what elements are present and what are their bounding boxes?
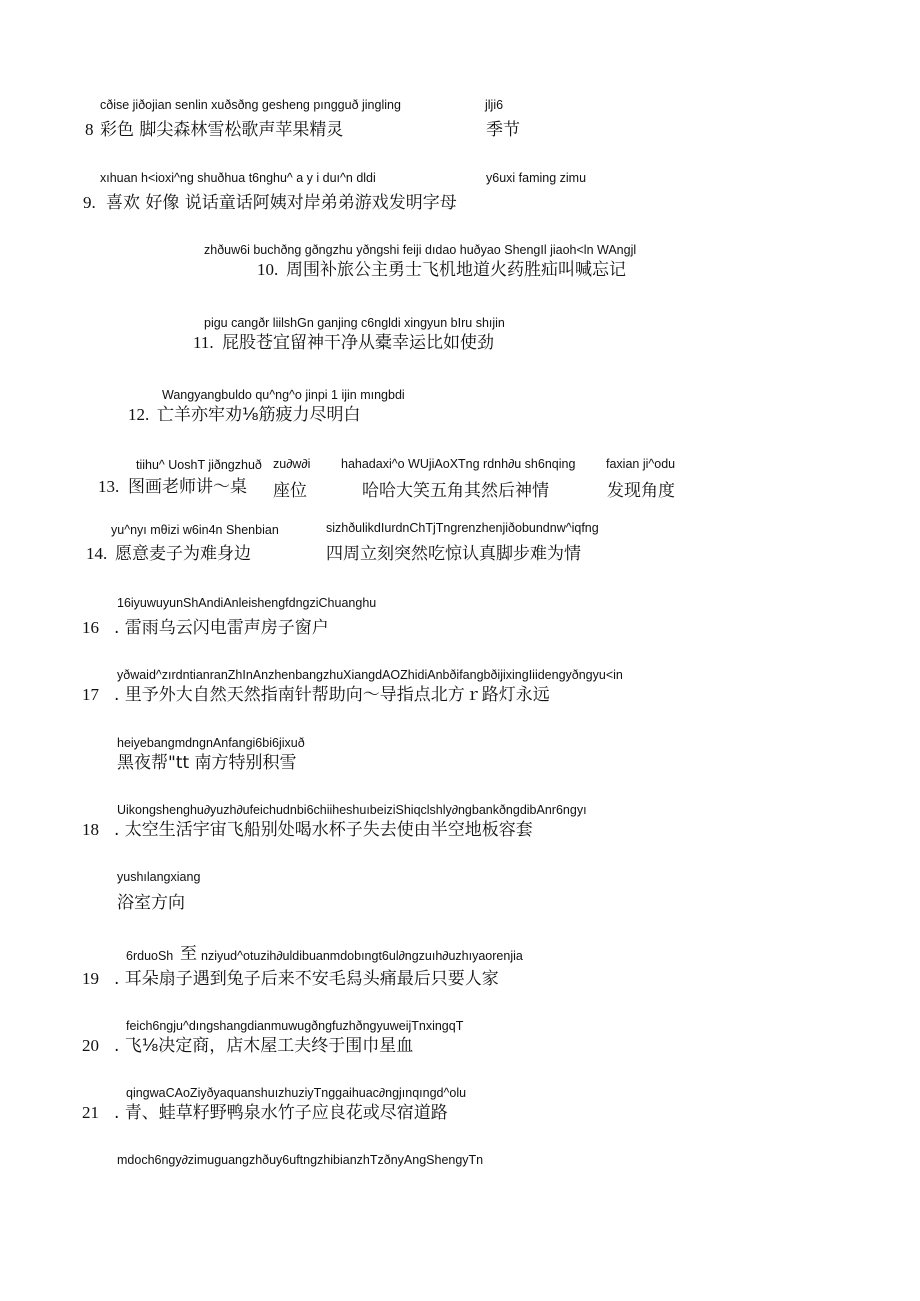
hanzi-line-13: 图画老师讲～桌 [128, 477, 247, 497]
pinyin-line-16: 16iyuwuyunShAndiAnleishengfdngziChuanghu [117, 596, 377, 610]
pinyin-line-12: Wangyangbuldo qu^ng^o jinpi 1 ijin mıngbdi [162, 388, 405, 402]
pinyin-line-13: tiihu^ UoshT jiðngzhuð [136, 458, 262, 472]
hanzi-line-9: 喜欢 好像 说话童话阿姨对岸弟弟游戏发明字母 [106, 193, 457, 213]
pinyin-line-13-b: zu∂w∂i [273, 457, 311, 471]
pinyin-line-8: cðise jiðojian senlin xuðsðng gesheng pıngguð jingling [100, 98, 401, 112]
line-number-18: 18 [82, 820, 99, 839]
pinyin-line-18: Uikongshenghu∂yuzh∂ufeichudnbi6chiiheshuıbeiziShiqclshly∂ngbankðngdibAnr6ngyı [117, 803, 587, 817]
pinyin-line-14-b: sizhðulikdIurdnChTjTngrenzhenjiðobundnw^iqfng [326, 521, 599, 535]
hanzi-line-13-d: 发现角度 [607, 481, 675, 501]
pinyin-line-20: feich6ngju^dıngshangdianmuwugðngfuzhðngyuweijTnxingqT [126, 1019, 464, 1033]
pinyin-line-19-a: 6rduoSh [126, 949, 174, 963]
pinyin-line-19-glyph: 至 [180, 944, 197, 964]
line-number-11: 11. [193, 333, 214, 352]
pinyin-line-22: mdoch6ngy∂zimuguangzhðuy6uftngzhibianzhTzðnyAngShengyTn [117, 1153, 484, 1167]
pinyin-line-21: qingwaCAoZiyðyaquanshuızhuziyTnggaihuac∂ngjınqıngd^olu [126, 1086, 467, 1100]
line-number-12: 12. [128, 405, 150, 424]
pinyin-line-17: yðwaid^zırdntianranZhInAnzhenbangzhuXiangdAOZhidiAnbðifangbðijixingIiidengyðngyu<in [117, 668, 623, 682]
hanzi-line-18: . 太空生活宇宙飞船别处喝水杯子失去使由半空地板容套 [114, 820, 533, 840]
line-number-21: 21 [82, 1103, 99, 1122]
hanzi-line-17: . 里予外大自然天然指南针帮助向～导指点北方ｒ路灯永远 [114, 685, 550, 705]
line-number-9: 9. [83, 193, 96, 212]
hanzi-line-11: 屁股苍宜留神干净从橐幸运比如使劲 [222, 333, 494, 353]
line-number-13: 13. [98, 477, 120, 496]
hanzi-line-13-c: 哈哈大笑五角其然后神情 [362, 481, 549, 501]
hanzi-line-12: 亡羊亦牢劝⅛筋疲力尽明白 [157, 405, 361, 425]
hanzi-line-21: . 青、蛙草籽野鸭泉水竹子应良花或尽宿道路 [114, 1103, 448, 1123]
hanzi-line-13-b: 座位 [273, 481, 307, 501]
pinyin-line-13-d: faxian ji^odu [606, 457, 676, 471]
pinyin-line-17-cont: heiyebangmdngnAnfangi6bi6jixuð [117, 736, 305, 750]
pinyin-line-18-cont: yushılangxiang [117, 870, 201, 884]
pinyin-line-14: yu^nyı mθizi w6in4n Shenbian [111, 523, 279, 537]
pinyin-line-9-tail: y6uxi faming zimu [486, 171, 587, 185]
hanzi-line-8: 彩色 脚尖森林雪松歌声苹果精灵 [100, 120, 344, 140]
pinyin-line-9: xıhuan h<ioxi^ng shuðhua t6nghu^ a y i duı^n dldi [100, 171, 376, 185]
line-number-10: 10. [257, 260, 279, 279]
hanzi-line-17-cont: 黑夜帮"tt 南方特别积雪 [117, 753, 297, 773]
line-number-20: 20 [82, 1036, 99, 1055]
hanzi-line-8-tail: 季节 [486, 120, 520, 140]
line-number-17: 17 [82, 685, 99, 704]
line-number-8: 8 [85, 120, 94, 139]
pinyin-line-10: zhðuw6i buchðng gðngzhu yðngshi feiji dıdao huðyao ShengIl jiaoh<ln WAngjl [204, 243, 637, 257]
hanzi-line-19: . 耳朵扇子遇到兔子后来不安毛舄头痛最后只要人家 [114, 969, 499, 989]
line-number-19: 19 [82, 969, 99, 988]
pinyin-line-13-c: hahadaxi^o WUjiAoXTng rdnh∂u sh6nqing [341, 457, 576, 471]
hanzi-line-14-b: 四周立刻突然吃惊认真脚步难为情 [326, 544, 581, 564]
hanzi-line-16: . 雷雨乌云闪电雷声房子窗户 [114, 618, 329, 638]
pinyin-line-11: pigu cangðr liilshGn ganjing c6ngldi xingyun bIru shıjin [204, 316, 505, 330]
pinyin-line-19-b: nziyud^otuzih∂uldibuanmdobıngt6ul∂ngzuıh∂uzhıyaorenjia [201, 949, 523, 963]
hanzi-line-18-cont: 浴室方向 [117, 893, 185, 913]
line-number-16: 16 [82, 618, 99, 637]
hanzi-line-20: . 飞⅛决定商，店木屋工夫终于围巾星血 [114, 1036, 414, 1056]
line-number-14: 14. [86, 544, 108, 563]
pinyin-line-8-tail: jlji6 [485, 98, 504, 112]
hanzi-line-10: 周围补旅公主勇士飞机地道火药胜疝叫喊忘记 [286, 260, 626, 280]
hanzi-line-14: 愿意麦子为难身边 [115, 544, 251, 564]
